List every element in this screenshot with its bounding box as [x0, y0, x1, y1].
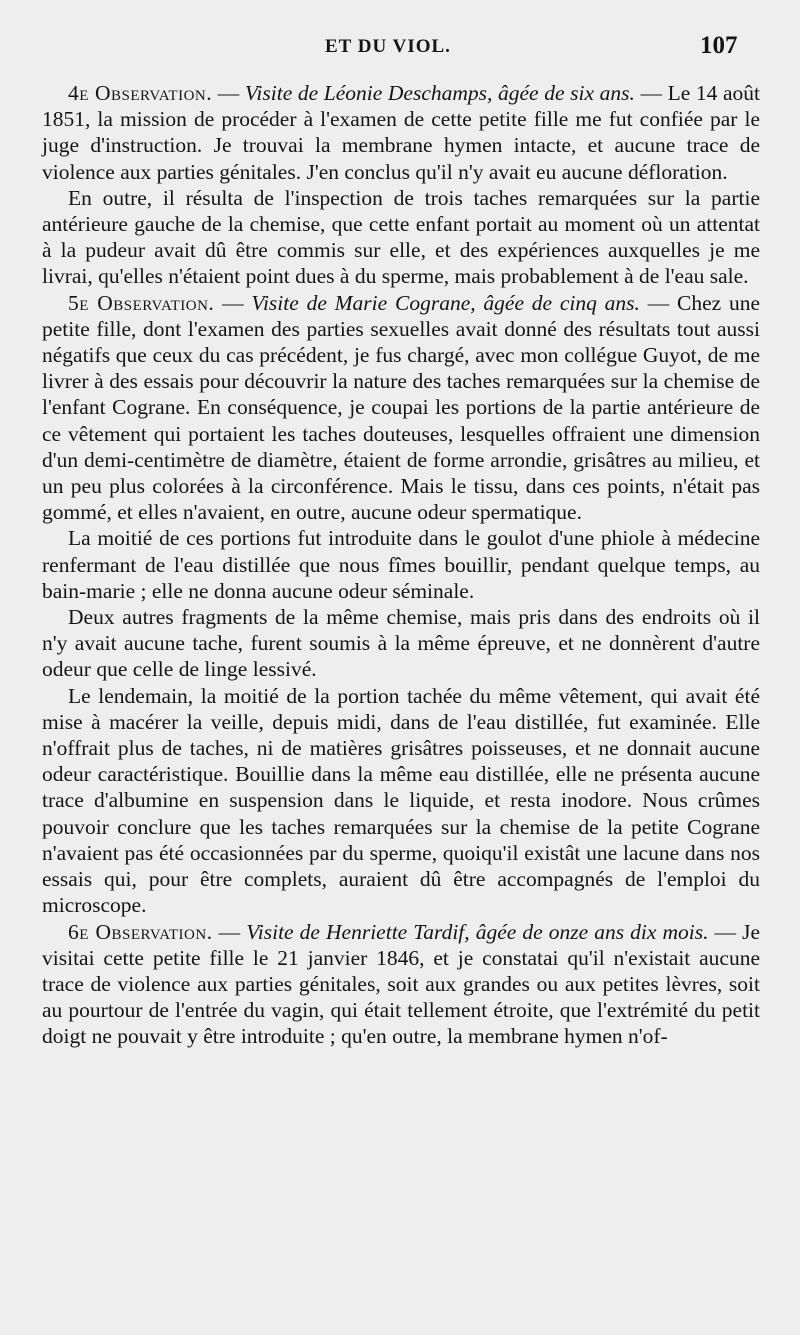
paragraph-obs4 — [42, 80, 760, 185]
paragraph-text: — Je visitai cette petite fille le 21 janvier 1846, et je constatai qu'il n'existait aucune trace de violence aux parties génitales, soit aux grandes ou aux petites lèvres, soit au pourtour de l'entrée du vagin, qui était tellement étroite, que l'extrémité du petit doigt ne pouvait y être introduite ; qu'en outre, la membrane hymen n'of- — [42, 919, 761, 1049]
paragraph-text: Deux autres fragments de la même chemise, mais pris dans des endroits où il n'y avait aucune tache, furent soumis à la même épreuve, et ne donnèrent d'autre odeur que celle de linge lessivé. — [42, 605, 760, 682]
running-head: ET DU VIOL. — [325, 36, 451, 57]
paragraph-obs5-c — [42, 604, 760, 683]
paragraph-text: Le lendemain, la moitié de la portion tachée du même vêtement, qui avait été mise à macérer la veille, depuis midi, dans de l'eau distillée, fut examinée. Elle n'offrait plus de taches, ni de matières grisâtres poisseuses, et ne donnait aucune odeur caractéristique. Bouillie dans la même eau distillée, elle ne présenta aucune trace d'albumine en suspension dans le liquide, et resta inodore. Nous crûmes pouvoir conclure que les taches remarquées sur la chemise de la petite Cograne n'avaient pas été occasionnées par du sperme, quoiqu'il existât une lacune dans nos essais qui, pour être complets, auraient dû être accompagnés de l'emploi du microscope. — [42, 683, 760, 918]
paragraph-obs5-d — [42, 683, 760, 919]
page-number: 107 — [700, 32, 738, 59]
observation-heading: 6e Observation. — [68, 919, 213, 944]
paragraph-text: La moitié de ces portions fut introduite dans le goulot d'une phiole à médecine renfermant de l'eau distillée que nous fîmes bouillir, pendant quelque temps, au bain-marie ; elle ne donna aucune odeur séminale. — [42, 526, 760, 603]
observation-subject: Visite de Marie Cograne, âgée de cinq ans. — [251, 290, 640, 315]
paragraph-text: — — [212, 81, 245, 105]
paragraph-text: En outre, il résulta de l'inspection de trois taches remarquées sur la partie antérieure gauche de la chemise, que cette enfant portait au moment où un attentat à la pudeur avait dû être commis sur elle, et des expériences auxquelles je me livrai, qu'elles n'étaient point dues à du sperme, mais probablement à de l'eau sale. — [42, 185, 760, 289]
observation-subject: Visite de Henriette Tardif, âgée de onze ans dix mois. — [246, 919, 709, 944]
observation-heading: 4e Observation. — [68, 81, 213, 105]
observation-heading: 5e Observation. — [68, 290, 215, 315]
paragraph-text: — — [214, 290, 252, 315]
paragraph-obs6 — [42, 919, 760, 1050]
page-body — [42, 80, 760, 1050]
paragraph-obs4-b — [42, 185, 760, 290]
observation-subject: Visite de Léonie Deschamps, âgée de six ans. — [244, 81, 635, 105]
paragraph-text: — Le 14 août 1851, la mission de procéder à l'examen de cette petite fille me fut confiée par le juge d'instruction. Je trouvai la membrane hymen intacte, et aucune trace de violence aux parties génitales. J'en conclus qu'il n'y avait eu aucune défloration. — [42, 81, 760, 184]
paragraph-obs5-b — [42, 525, 760, 604]
paragraph-text: — — [212, 919, 247, 944]
paragraph-text: — Chez une petite fille, dont l'examen des parties sexuelles avait donné des résultats tout aussi négatifs que ceux du cas précédent, je fus chargé, avec mon collégue Guyot, de me livrer à des essais pour découvrir la nature des taches remarquées sur la chemise de l'enfant Cograne. En conséquence, je coupai les portions de la partie antérieure de ce vêtement qui portaient les taches douteuses, lesquelles offraient une dimension d'un demi-centimètre de diamètre, étaient de forme arrondie, grisâtres au milieu, et un peu plus colorées à la circonférence. Mais le tissu, dans ces points, n'était pas gommé, et elles n'avaient, en outre, aucune odeur spermatique. — [42, 290, 760, 525]
paragraph-obs5 — [42, 290, 760, 526]
page-header — [0, 30, 800, 66]
